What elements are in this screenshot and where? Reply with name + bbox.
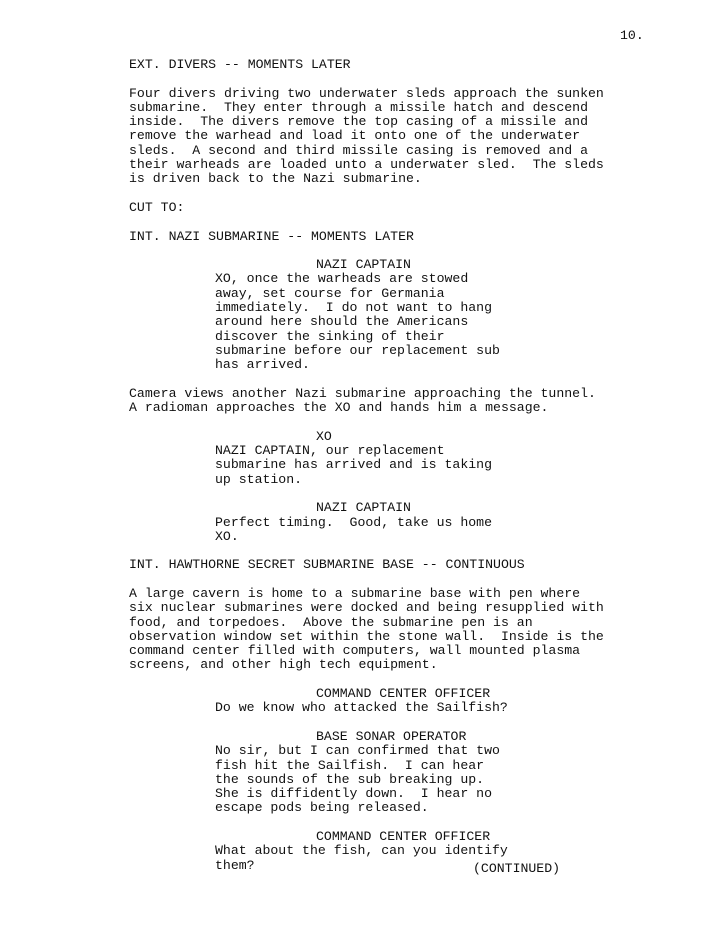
dialogue-block	[129, 258, 689, 372]
dialogue-text: What about the fish, can you identify them?	[215, 843, 508, 873]
action-text: Camera views another Nazi submarine approaching the tunnel. A radioman approaches the XO and hands him a message.	[129, 385, 596, 416]
dialogue-text: NAZI CAPTAIN, our replacement submarine has arrived and is taking up station.	[215, 443, 492, 487]
page-number: 10.	[620, 28, 644, 43]
dialogue-block	[129, 501, 689, 544]
dialogue-text: Do we know who attacked the Sailfish?	[215, 700, 508, 716]
action-text: A large cavern is home to a submarine base with pen where six nuclear submarines were docked and being resupplied with food, and torpedoes. Above the submarine pen is an observation window set within the stone wall. Inside is the command center filled with computers, wall mounted plasma screens, and other high tech equipment.	[129, 585, 604, 673]
dialogue-text: Perfect timing. Good, take us home XO.	[215, 514, 492, 544]
transition: CUT TO:	[129, 199, 185, 215]
character-name: NAZI CAPTAIN	[316, 500, 411, 516]
character-name: COMMAND CENTER OFFICER	[316, 829, 491, 845]
action-text: Four divers driving two underwater sleds approach the sunken submarine. They enter through a missile hatch and descend inside. The divers remove the top casing of a missile and remove the warhead and load it onto one of the underwater sleds. A second and third missile casing is removed and a their warheads are loaded unto a underwater sled. The sleds is driven back to the Nazi submarine.	[129, 85, 604, 187]
dialogue-text: XO, once the warheads are stowed away, set course for Germania immediately. I do not want to hang around here should the Americans discover the sinking of their submarine before our replacement sub has arrived.	[215, 271, 500, 373]
dialogue-block	[129, 430, 689, 487]
dialogue-block	[129, 830, 689, 873]
dialogue-block	[129, 687, 689, 716]
character-name: XO	[316, 428, 332, 444]
screenplay-content	[129, 58, 689, 887]
continued-marker: (CONTINUED)	[473, 861, 561, 876]
character-name: COMMAND CENTER OFFICER	[316, 686, 491, 702]
scene-heading: INT. HAWTHORNE SECRET SUBMARINE BASE -- CONTINUOUS	[129, 557, 525, 573]
character-name: NAZI CAPTAIN	[316, 257, 411, 273]
dialogue-block	[129, 730, 689, 816]
scene-heading: EXT. DIVERS -- MOMENTS LATER	[129, 57, 351, 72]
character-name: BASE SONAR OPERATOR	[316, 728, 467, 744]
dialogue-text: No sir, but I can confirmed that two fish hit the Sailfish. I can hear the sounds of the sub breaking up. She is diffidently down. I hear no escape pods being released.	[215, 743, 500, 816]
scene-heading: INT. NAZI SUBMARINE -- MOMENTS LATER	[129, 228, 414, 244]
